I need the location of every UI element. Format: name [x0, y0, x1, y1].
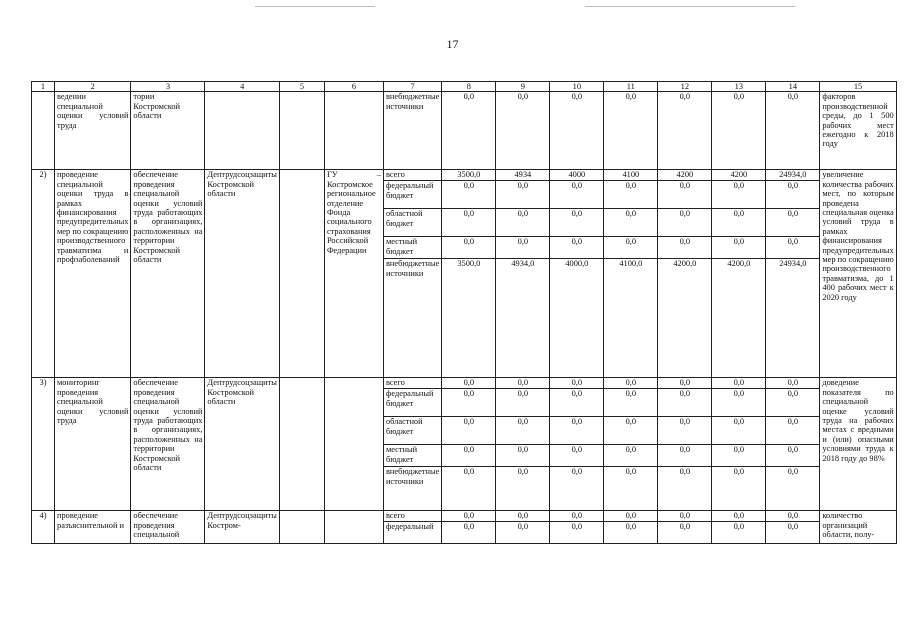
amount-cell: 0,0: [604, 467, 658, 511]
amount-cell: 0,0: [604, 378, 658, 389]
column-number-2: 2: [55, 82, 131, 92]
amount-cell: 0,0: [604, 522, 658, 544]
amount-cell: 0,0: [496, 209, 550, 237]
measure-name: проведение специальной оценки труда в рамках финансирования предупредительных мер по сокращению производственного травматизма и профзаболеваний: [55, 170, 131, 378]
amount-cell: 4000: [550, 170, 604, 181]
row-number: [32, 92, 55, 170]
row-number: 4): [32, 511, 55, 544]
funding-source: внебюджетные источники: [383, 259, 441, 378]
amount-cell: 0,0: [658, 522, 712, 544]
amount-cell: 4100,0: [604, 259, 658, 378]
amount-cell: 0,0: [496, 181, 550, 209]
amount-cell: 0,0: [658, 378, 712, 389]
measure-goal: обеспечение проведения специальной: [131, 511, 205, 544]
amount-cell: 0,0: [550, 237, 604, 259]
amount-cell: 0,0: [658, 511, 712, 522]
amount-cell: 0,0: [712, 378, 766, 389]
funding-source: местный бюджет: [383, 445, 441, 467]
amount-cell: 3500,0: [442, 170, 496, 181]
amount-cell: 0,0: [550, 417, 604, 445]
program-table: [31, 81, 897, 544]
expected-result: факторов производственной среды, до 1 500 рабочих мест ежегодно к 2018 году: [820, 92, 896, 170]
funding-source: всего: [383, 511, 441, 522]
amount-cell: 0,0: [496, 511, 550, 522]
amount-cell: 0,0: [442, 417, 496, 445]
amount-cell: 0,0: [658, 389, 712, 417]
amount-cell: 0,0: [496, 237, 550, 259]
amount-cell: 0,0: [496, 378, 550, 389]
amount-cell: 0,0: [712, 467, 766, 511]
column-number-6: 6: [324, 82, 383, 92]
funding-source: всего: [383, 378, 441, 389]
measure-goal: тории Костромской области: [131, 92, 205, 170]
row-number: 2): [32, 170, 55, 378]
executor: Дептрудсоцзащиты Костромской области: [205, 378, 280, 511]
amount-cell: 0,0: [604, 511, 658, 522]
funding-source: областной бюджет: [383, 209, 441, 237]
amount-cell: 0,0: [766, 92, 820, 170]
amount-cell: 0,0: [766, 209, 820, 237]
co-executor: ГУ – Костромское региональное отделение Фонда социального страхования Российской Федерации: [324, 170, 383, 378]
funding-source: областной бюджет: [383, 417, 441, 445]
funding-source: федеральный: [383, 522, 441, 544]
column-number-1: 1: [32, 82, 55, 92]
amount-cell: 0,0: [442, 511, 496, 522]
amount-cell: 0,0: [712, 511, 766, 522]
page-number: 17: [446, 37, 459, 51]
amount-cell: 0,0: [496, 522, 550, 544]
amount-cell: 0,0: [442, 378, 496, 389]
amount-cell: 4934,0: [496, 259, 550, 378]
amount-cell: 0,0: [604, 92, 658, 170]
funding-source: федеральный бюджет: [383, 389, 441, 417]
column-number-8: 8: [442, 82, 496, 92]
amount-cell: 0,0: [442, 92, 496, 170]
column-number-7: 7: [383, 82, 441, 92]
amount-cell: 0,0: [550, 181, 604, 209]
column-number-3: 3: [131, 82, 205, 92]
amount-cell: 0,0: [766, 389, 820, 417]
amount-cell: 0,0: [442, 522, 496, 544]
column-number-10: 10: [550, 82, 604, 92]
amount-cell: 0,0: [712, 92, 766, 170]
co-executor: [324, 511, 383, 544]
amount-cell: 0,0: [766, 522, 820, 544]
executor: [205, 92, 280, 170]
amount-cell: 0,0: [604, 209, 658, 237]
column-number-12: 12: [658, 82, 712, 92]
column-number-13: 13: [712, 82, 766, 92]
funding-source: внебюджетные источники: [383, 467, 441, 511]
amount-cell: 0,0: [712, 417, 766, 445]
amount-cell: 0,0: [442, 389, 496, 417]
column-number-5: 5: [279, 82, 324, 92]
row-number: 3): [32, 378, 55, 511]
amount-cell: 0,0: [550, 389, 604, 417]
term: [279, 378, 324, 511]
amount-cell: 0,0: [658, 417, 712, 445]
amount-cell: 0,0: [550, 209, 604, 237]
amount-cell: 4200,0: [658, 259, 712, 378]
amount-cell: 0,0: [442, 445, 496, 467]
term: [279, 170, 324, 378]
amount-cell: 0,0: [766, 445, 820, 467]
amount-cell: 0,0: [442, 237, 496, 259]
table-row: [32, 378, 897, 389]
amount-cell: 0,0: [550, 378, 604, 389]
amount-cell: 0,0: [550, 511, 604, 522]
amount-cell: 0,0: [604, 445, 658, 467]
amount-cell: 0,0: [550, 522, 604, 544]
amount-cell: 4200: [712, 170, 766, 181]
column-number-11: 11: [604, 82, 658, 92]
amount-cell: 0,0: [766, 181, 820, 209]
amount-cell: 0,0: [712, 389, 766, 417]
continuation-row: [32, 92, 897, 170]
amount-cell: 0,0: [496, 467, 550, 511]
measure-goal: обеспечение проведения специальной оценки условий труда работающих в организациях, расположенных на территории Костромской области: [131, 378, 205, 511]
amount-cell: 4200: [658, 170, 712, 181]
amount-cell: 0,0: [604, 417, 658, 445]
expected-result: увеличение количества рабочих мест, по которым проведена специальная оценка условий труда в рамках финансирования предупредительных мер по сокращению производственного травматизма, до 1 400 рабочих мест к 2020 году: [820, 170, 896, 378]
funding-source: федеральный бюджет: [383, 181, 441, 209]
co-executor: [324, 92, 383, 170]
amount-cell: 0,0: [496, 389, 550, 417]
amount-cell: 0,0: [766, 237, 820, 259]
executor: Дептрудсоцзащиты Костром-: [205, 511, 280, 544]
amount-cell: 3500,0: [442, 259, 496, 378]
executor: Дептрудсоцзащиты Костромской области: [205, 170, 280, 378]
table-row: [32, 511, 897, 522]
amount-cell: 0,0: [658, 181, 712, 209]
amount-cell: 0,0: [550, 445, 604, 467]
amount-cell: 0,0: [658, 92, 712, 170]
amount-cell: 0,0: [442, 467, 496, 511]
amount-cell: 4934: [496, 170, 550, 181]
amount-cell: 0,0: [604, 237, 658, 259]
expected-result: количество организаций области, полу-: [820, 511, 896, 544]
amount-cell: 4000,0: [550, 259, 604, 378]
amount-cell: 0,0: [442, 209, 496, 237]
measure-name: ведении специальной оценки условий труда: [55, 92, 131, 170]
amount-cell: 0,0: [712, 181, 766, 209]
amount-cell: 0,0: [712, 209, 766, 237]
amount-cell: 0,0: [496, 92, 550, 170]
amount-cell: 0,0: [712, 445, 766, 467]
measure-name: мониторинг проведения специальной оценки условий труда: [55, 378, 131, 511]
column-number-9: 9: [496, 82, 550, 92]
amount-cell: 0,0: [442, 181, 496, 209]
amount-cell: 0,0: [658, 237, 712, 259]
amount-cell: 0,0: [712, 522, 766, 544]
column-number-4: 4: [205, 82, 280, 92]
header-row: [32, 82, 897, 92]
column-number-15: 15: [820, 82, 896, 92]
funding-source: всего: [383, 170, 441, 181]
amount-cell: 4100: [604, 170, 658, 181]
column-number-14: 14: [766, 82, 820, 92]
amount-cell: 0,0: [766, 467, 820, 511]
amount-cell: 0,0: [604, 389, 658, 417]
amount-cell: 0,0: [658, 209, 712, 237]
amount-cell: 24934,0: [766, 170, 820, 181]
table-row: [32, 170, 897, 181]
amount-cell: 0,0: [766, 378, 820, 389]
amount-cell: 24934,0: [766, 259, 820, 378]
measure-goal: обеспечение проведения специальной оценки условий труда работающих в организациях, расположенных на территории Костромской области: [131, 170, 205, 378]
funding-source: местный бюджет: [383, 237, 441, 259]
amount-cell: 0,0: [766, 511, 820, 522]
measure-name: проведение разъяснительной и: [55, 511, 131, 544]
amount-cell: 0,0: [658, 467, 712, 511]
amount-cell: 0,0: [550, 467, 604, 511]
amount-cell: 0,0: [604, 181, 658, 209]
amount-cell: 0,0: [658, 445, 712, 467]
amount-cell: 0,0: [496, 417, 550, 445]
amount-cell: 0,0: [766, 417, 820, 445]
table-body: [32, 82, 897, 544]
expected-result: доведение показателя по специальной оценке условий труда на рабочих местах с вредными и (или) опасными условиями труда к 2018 году до 98%: [820, 378, 896, 511]
term: [279, 511, 324, 544]
co-executor: [324, 378, 383, 511]
amount-cell: 0,0: [550, 92, 604, 170]
funding-source: внебюджетные источники: [383, 92, 441, 170]
term: [279, 92, 324, 170]
amount-cell: 4200,0: [712, 259, 766, 378]
amount-cell: 0,0: [712, 237, 766, 259]
amount-cell: 0,0: [496, 445, 550, 467]
